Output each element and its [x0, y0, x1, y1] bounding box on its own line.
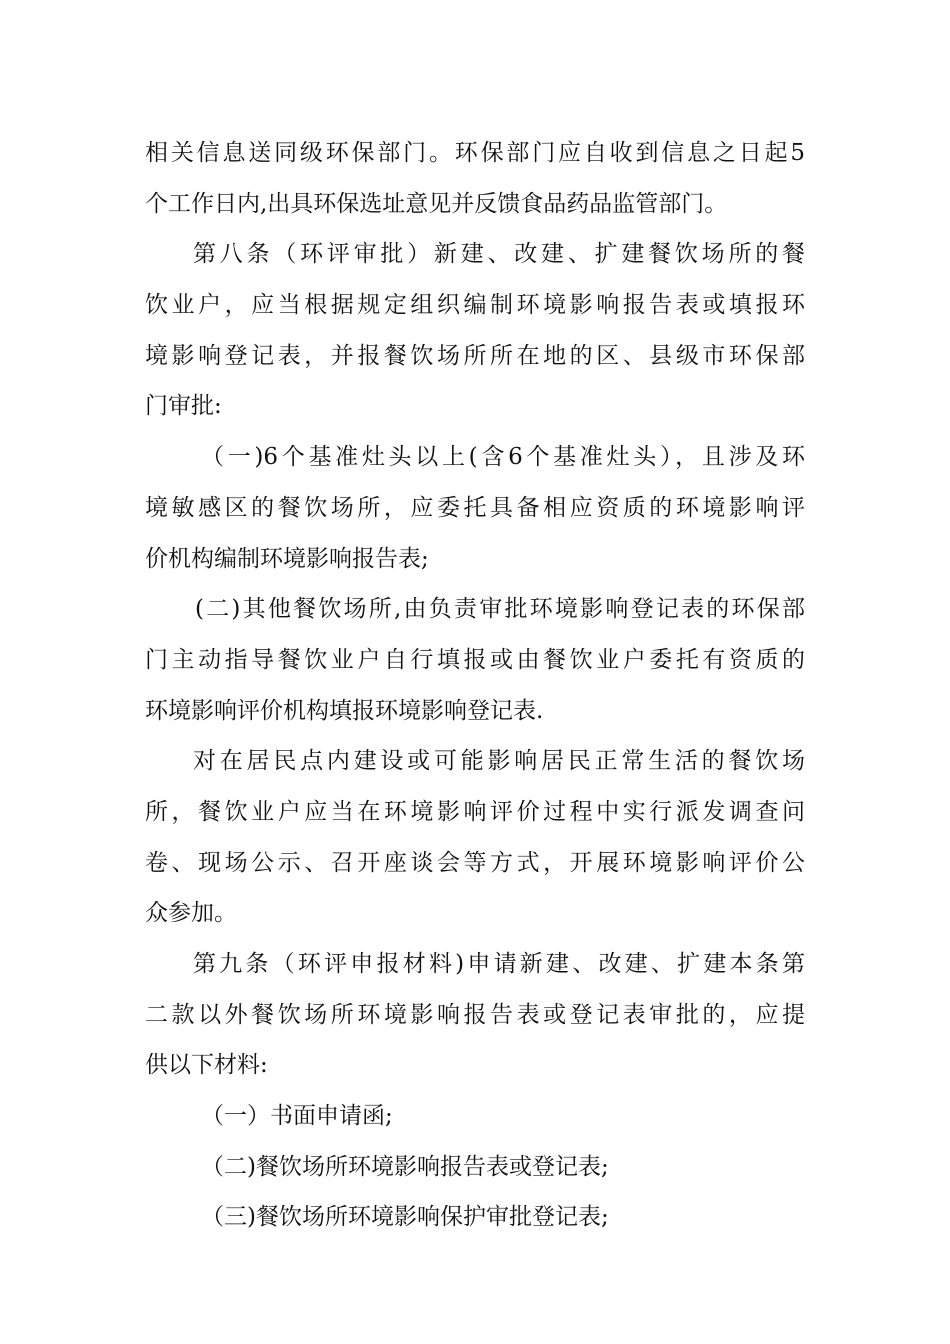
text-line-5: 境影响登记表，并报餐饮场所所在地的区、县级市环保部 — [145, 342, 805, 369]
text-line-6: 门审批: — [145, 393, 222, 420]
text-line-12: 环境影响评价机构填报环境影响登记表. — [145, 697, 544, 724]
text-line-11: 门主动指导餐饮业户自行填报或由餐饮业户委托有资质的 — [145, 646, 805, 673]
item-1-line: （一)6个基准灶头以上(含6个基准灶头），且涉及环 — [201, 444, 805, 471]
text-line-19: 供以下材料: — [145, 1052, 268, 1079]
text-line-18: 二款以外餐饮场所环境影响报告表或登记表审批的，应提 — [145, 1001, 805, 1028]
material-item-3: （三)餐饮场所环境影响保护审批登记表; — [201, 1204, 609, 1231]
text-line-14: 所，餐饮业户应当在环境影响评价过程中实行派发调查问 — [145, 798, 805, 825]
public-participation-line: 对在居民点内建设或可能影响居民正常生活的餐饮场 — [193, 748, 805, 775]
text-line-15: 卷、现场公示、召开座谈会等方式，开展环境影响评价公 — [145, 849, 805, 876]
text-line-9: 价机构编制环境影响报告表; — [145, 545, 429, 572]
text-line-1: 相关信息送同级环保部门。环保部门应自收到信息之日起5 — [145, 140, 805, 166]
material-item-2: （二)餐饮场所环境影响报告表或登记表; — [201, 1153, 609, 1180]
text-line-2: 个工作日内,出具环保选址意见并反馈食品药品监管部门。 — [145, 190, 728, 217]
article-9-heading-line: 第九条（环评申报材料)申请新建、改建、扩建本条第 — [193, 951, 805, 977]
text-line-4: 饮业户，应当根据规定组织编制环境影响报告表或填报环 — [145, 292, 805, 319]
item-2-line: (二)其他餐饮场所,由负责审批环境影响登记表的环保部 — [195, 596, 805, 623]
text-line-8: 境敏感区的餐饮场所，应委托具备相应资质的环境影响评 — [145, 494, 805, 521]
document-body — [145, 128, 805, 1243]
material-item-1: （一）书面申请函; — [201, 1103, 393, 1130]
article-8-heading-line: 第八条（环评审批）新建、改建、扩建餐饮场所的餐 — [193, 241, 805, 268]
text-line-16: 众参加。 — [145, 900, 237, 927]
